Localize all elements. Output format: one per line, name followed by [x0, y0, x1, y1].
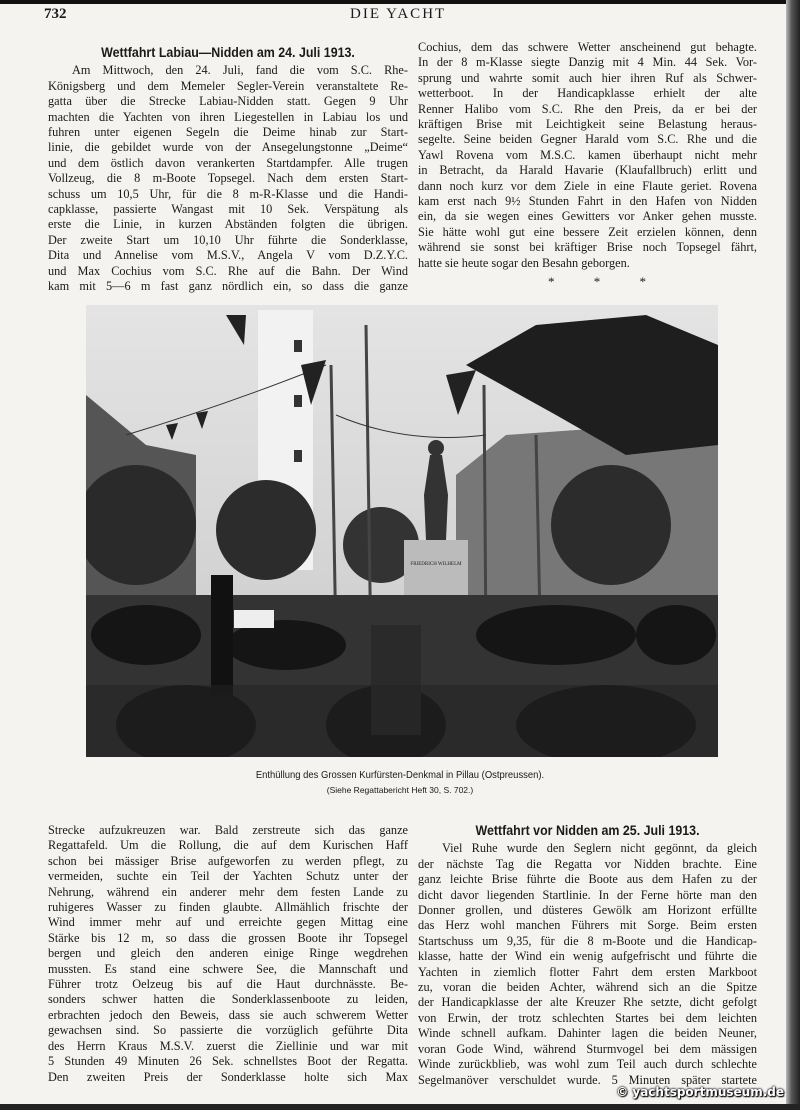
text-line: ein, da sie wegen eines Gewitters vor Anker gehen musste. [418, 209, 757, 224]
text-line: Den zweiten Preis der Sonderklasse holte sich Max [48, 1069, 408, 1084]
text-line: klasse, hatte der Wind ein wenig aufgefrischt und führte die [418, 949, 757, 964]
text-line: schuss um 10,5 Uhr, für die 8 m-R-Klasse und die Handi- [48, 186, 408, 201]
text-line: fuhren unter eigenen Segeln die Deime hinab zur Start- [48, 125, 408, 140]
monument-unveiling-photo [86, 305, 718, 757]
text-line: Vollzeug, die 8 m-Boote Topsegel. Nach dem ersten Start- [48, 171, 408, 186]
text-line: Der zweite Start um 10,10 Uhr führte die Sonderklasse, [48, 232, 408, 247]
text-line: machten die Yachten von ihren Liegestellen in Labiau los und [48, 109, 408, 124]
text-line: Sie hätte wohl gut eine bessere Zeit erzielen können, denn [418, 224, 757, 239]
article1-body-right [418, 40, 757, 271]
plaque-text: FRIEDRICH WILHELM [410, 562, 462, 567]
text-line: Königsberg und dem Memeler Segler-Verein veranstaltete Re- [48, 78, 408, 93]
page-binding-edge [786, 0, 800, 1110]
text-line: voran Gode Wind, während Sturmvogel bei dem mässigen [418, 1041, 757, 1056]
text-line: Startschuss um 9,35, für die 8 m-Boote und die Handicap- [418, 933, 757, 948]
text-line: sonders schwer hatten die Sonderklassenboote zu leiden, [48, 992, 408, 1007]
text-line: mussten. Es stand eine schwere See, die Mannschaft und [48, 961, 408, 976]
text-line: segelte. Seine beiden Gegner Harald vom S.C. Rhe und die [418, 132, 757, 147]
text-line: Nehrung, während ein anderer mehr dem festen Lande zu [48, 884, 408, 899]
text-line: erste die Linie, in kurzen Abständen folgten die übrigen. [48, 217, 408, 232]
text-line: der Handicapklasse der alte Kreuzer Rhe setzte, dicht gefolgt [418, 995, 757, 1010]
text-line: Segelmanöver verschuldet wurde. 5 Minuten später startete [418, 1072, 757, 1087]
text-line: Renner Halibo vom S.C. Rhe den Preis, da er bei der [418, 101, 757, 116]
figure-subcaption: (Siehe Regattabericht Heft 30, S. 702.) [326, 785, 474, 795]
text-line: in Betracht, da Harald Havarie (Klaufallbruch) erlitt und [418, 163, 757, 178]
article1-title: Wettfahrt Labiau—Nidden am 24. Juli 1913. [101, 45, 355, 60]
section-separator: * * * [548, 274, 664, 289]
text-line: Wind immer mehr auf und erreichte gegen Mittag eine [48, 915, 408, 930]
text-line: Cochius, dem das schwere Wetter anscheinend gut behagte. [418, 40, 757, 54]
text-line: kam mit 5—6 m fast ganz nördlich ein, so dass die ganze [48, 279, 408, 294]
text-line: Yawl Rovena vom M.S.C. kamen überhaupt nicht mehr [418, 147, 757, 162]
text-line: kam erst nach 9½ Stunden Fahrt in den Hafen von Nidden [418, 194, 757, 209]
text-line: von Erwin, der trotz schlechten Startes bei dem leichten [418, 1010, 757, 1025]
text-line: Regattafeld. Um die Rollung, die auf dem Kurischen Haff [48, 838, 408, 853]
text-line: Führer trotz Oelzeug bis auf die Haut durchnässte. Be- [48, 977, 408, 992]
page-top-edge [0, 0, 800, 4]
text-line: ruhigeres Wasser zu finden glaubte. Allmählich frischte der [48, 900, 408, 915]
text-line: und Max Cochius vom S.C. Rhe auf die Bahn. Der Wind [48, 263, 408, 278]
text-line: dicht davor liegenden Startlinie. In der Ferne hörte man den [418, 887, 757, 902]
text-line: des Herrn Kraus M.S.V. zuerst die Ziellinie und war mit [48, 1038, 408, 1053]
text-line: und dem östlich davon verankerten Startdampfer. Alle trugen [48, 155, 408, 170]
text-line: Winde schnell aufkam. Dahinter lagen die beiden Neuner, [418, 1026, 757, 1041]
running-title: DIE YACHT [350, 6, 447, 22]
text-line: dann noch kurz vor dem Ziele in eine Flaute geriet. Rovena [418, 178, 757, 193]
text-line: gewachsen sind. So passierte die vorzüglich geführte Dita [48, 1023, 408, 1038]
text-line: Am Mittwoch, den 24. Juli, fand die vom S.C. Rhe- [72, 63, 408, 78]
text-line: Stärke bis 12 m, so dass die grossen Boote ihr Topsegel [48, 930, 408, 945]
text-line: erbrachten jedoch den Beweis, dass sie auch schwerem Wetter [48, 1007, 408, 1022]
text-line: 5 Stunden 49 Minuten 26 Sek. schnellstes Boot der Regatta. [48, 1054, 408, 1069]
article1-right-column [418, 40, 757, 271]
page-bottom-edge [0, 1104, 800, 1110]
text-line: Winde zurückblieb, was wohl zum Teil auch durch schlechte [418, 1057, 757, 1072]
text-line: der nächste Tag die Regatta vor Nidden brachte. Eine [418, 856, 757, 871]
text-line: In der 8 m-Klasse siegte Danzig mit 4 Min. 44 Sek. Vor- [418, 55, 757, 70]
text-line: schon bei mässiger Brise aufgeworfen zu werden pflegt, zu [48, 853, 408, 868]
text-line: das Herz wohl manchen Führers mit Sorge. Beim ersten [418, 918, 757, 933]
text-line: Dita und Annelise vom M.S.V., Angela V vom D.Z.Y.C. [48, 248, 408, 263]
page-number: 732 [44, 6, 67, 22]
text-line: Yachten in ziemlich flotter Fahrt dem ersten Markboot [418, 964, 757, 979]
article2-column [418, 823, 757, 1088]
text-line: wetterboot. In der Handicapklasse erhielt der alte [418, 86, 757, 101]
article1-body-bottom [48, 823, 408, 1085]
text-line: hatte sie heute sogar den Besahn geborgen. [418, 255, 630, 270]
article1-continued-column [48, 823, 408, 1085]
text-line: Viel Ruhe wurde den Seglern nicht gegönnt, da gleich [442, 841, 757, 856]
figure-caption: Enthüllung des Grossen Kurfürsten-Denkmal in Pillau (Ostpreussen). [255, 769, 545, 781]
article2-body [418, 841, 757, 1088]
article2-title: Wettfahrt vor Nidden am 25. Juli 1913. [475, 823, 700, 838]
text-line: bergen und gleich den anderen einige Ringe wegdrehen [48, 946, 408, 961]
watermark: © yachtsportmuseum.de [616, 1085, 784, 1099]
text-line: während sie sonst bei kräftiger Brise noch Topsegel fährt, [418, 240, 757, 255]
text-line: sprung und wahrte somit auch hier ihren Ruf als Schwer- [418, 70, 757, 85]
article1-left-column [48, 45, 408, 295]
article1-body-top [48, 63, 408, 294]
text-line: linie, die gebildet wurde von der Ansegelungstonne „Deime“ [48, 140, 408, 155]
text-line: vermeiden, suchte ein Teil der Yachten Schutz unter der [48, 869, 408, 884]
text-line: zu, voran die beiden Achter, während sich an die Spitze [418, 980, 757, 995]
text-line: kräftigen Brise mit Leichtigkeit seine Belastung heraus- [418, 117, 757, 132]
text-line: capklasse, passierte Wangast mit 10 Sek. Verspätung als [48, 202, 408, 217]
text-line: gatta über die Strecke Labiau-Nidden statt. Gegen 9 Uhr [48, 94, 408, 109]
text-line: ganz leichte Brise führte die Boote aus dem Hafen zu der [418, 872, 757, 887]
text-line: Donner grollen, und düsteres Gewölk am Horizont erfüllte [418, 903, 757, 918]
text-line: Strecke aufzukreuzen war. Bald zerstreute sich das ganze [48, 823, 408, 837]
